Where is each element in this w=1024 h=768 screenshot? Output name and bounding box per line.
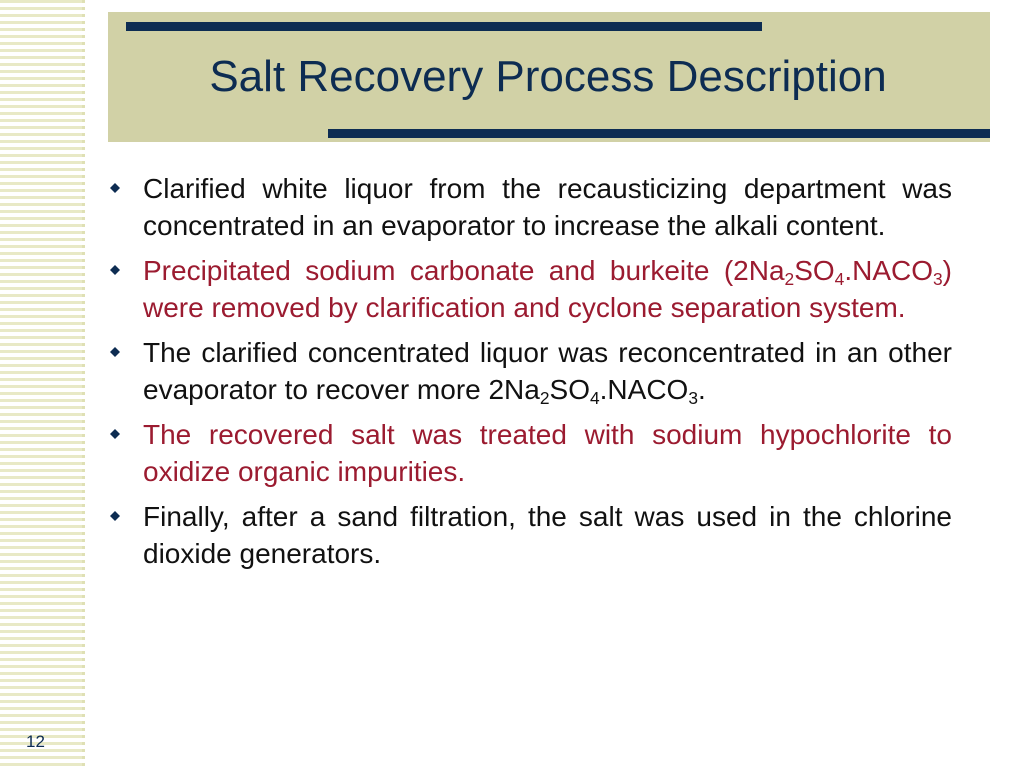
bullet-list xyxy=(110,170,952,580)
diamond-bullet-icon xyxy=(110,347,120,357)
diamond-bullet-icon xyxy=(110,265,120,275)
formula-part: SO xyxy=(549,374,590,405)
slide-title: Salt Recovery Process Description xyxy=(209,52,887,101)
title-rule-top xyxy=(126,22,762,31)
title-rule-bottom xyxy=(328,129,990,138)
formula-part: SO xyxy=(794,255,835,286)
diamond-bullet-icon xyxy=(110,429,120,439)
page-number: 12 xyxy=(26,732,45,751)
bullet-text: Finally, after a sand filtration, the salt was used in the chlorine dioxide generators. xyxy=(143,501,952,569)
formula-subscript: 3 xyxy=(933,268,943,289)
bullet-text: Clarified white liquor from the recausticizing department was concentrated in an evaporator to increase the alkali content. xyxy=(143,173,952,241)
formula-subscript: 4 xyxy=(834,268,845,289)
bullet-item-precipitation xyxy=(110,252,952,326)
formula-subscript: 3 xyxy=(688,387,698,408)
bullet-text-start: The clarified concentrated liquor was reconcentrated in an other evaporator to recover more 2Na xyxy=(143,337,952,405)
bullet-item-oxidation xyxy=(110,416,952,490)
bullet-text: The recovered salt was treated with sodium hypochlorite to oxidize organic impurities. xyxy=(143,419,952,487)
formula-subscript: 2 xyxy=(539,387,550,408)
bullet-text-end: . xyxy=(697,374,706,405)
bullet-text-start: Precipitated sodium carbonate and burkeite (2Na xyxy=(143,255,785,286)
formula-part: .NACO xyxy=(844,255,934,286)
formula-subscript: 4 xyxy=(589,387,600,408)
diamond-bullet-icon xyxy=(110,511,120,521)
bullet-item-concentration xyxy=(110,170,952,244)
bullet-item-filtration xyxy=(110,498,952,572)
formula-subscript: 2 xyxy=(784,268,795,289)
striped-left-border xyxy=(0,0,82,768)
bullet-text-end: ) were removed by clarification and cyclone separation system. xyxy=(143,255,952,323)
bullet-item-reconcentration xyxy=(110,334,952,408)
formula-part: .NACO xyxy=(599,374,689,405)
diamond-bullet-icon xyxy=(110,183,120,193)
striped-border-edge xyxy=(82,0,85,768)
